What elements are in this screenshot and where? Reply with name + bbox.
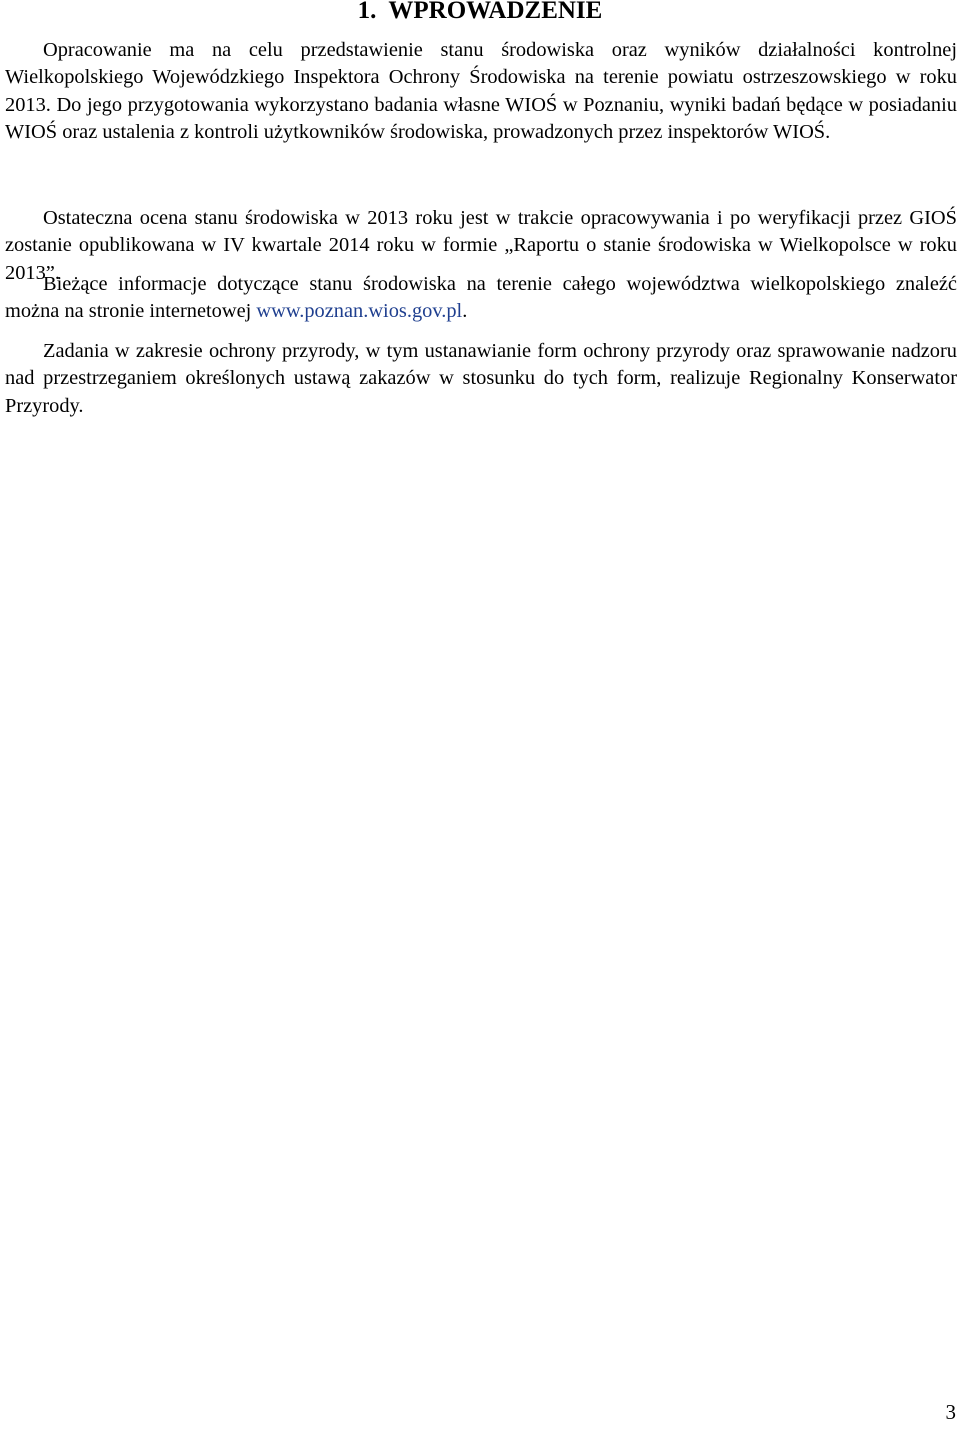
page-number: 3	[945, 1400, 956, 1424]
paragraph-current-information-end: .	[462, 300, 468, 323]
paragraph-introduction: Opracowanie ma na celu przedstawienie stanu środowiska oraz wyników działalności kontrolnej Wielkopolskiego Wojewódzkiego Inspektora Ochrony Środowiska na terenie powiatu ostrzeszowskiego w roku 2013. Do jego przygotowania wykorzystano badania własne WIOŚ w Poznaniu, wyniki badań będące w posiadaniu WIOŚ oraz ustalenia z kontroli użytkowników środowiska, prowadzonych przez inspektorów WIOŚ.	[5, 39, 957, 144]
paragraph-final-assessment: Ostateczna ocena stanu środowiska w 2013 roku jest w trakcie opracowywania i po weryfikacji przez GIOŚ zostanie opublikowana w IV kwartale 2014 roku w formie „Raportu o stanie środowiska w Wielkopolsce w roku 2013”.	[5, 207, 957, 284]
paragraph-nature-protection: Zadania w zakresie ochrony przyrody, w tym ustanawianie form ochrony przyrody oraz sprawowanie nadzoru nad przestrzeganiem określonych ustawą zakazów w stosunku do tych form, realizuje Regionalny Konserwator Przyrody.	[5, 340, 957, 417]
section-number: 1.	[357, 0, 377, 24]
wios-website-link[interactable]: www.poznan.wios.gov.pl	[256, 300, 463, 323]
section-title: WPROWADZENIE	[388, 0, 603, 24]
paragraph-current-information	[5, 271, 957, 326]
section-heading	[0, 0, 960, 28]
paragraph-current-information-text: Bieżące informacje dotyczące stanu środowiska na terenie całego województwa wielkopolskiego znaleźć można na stronie internetowej	[5, 273, 957, 323]
